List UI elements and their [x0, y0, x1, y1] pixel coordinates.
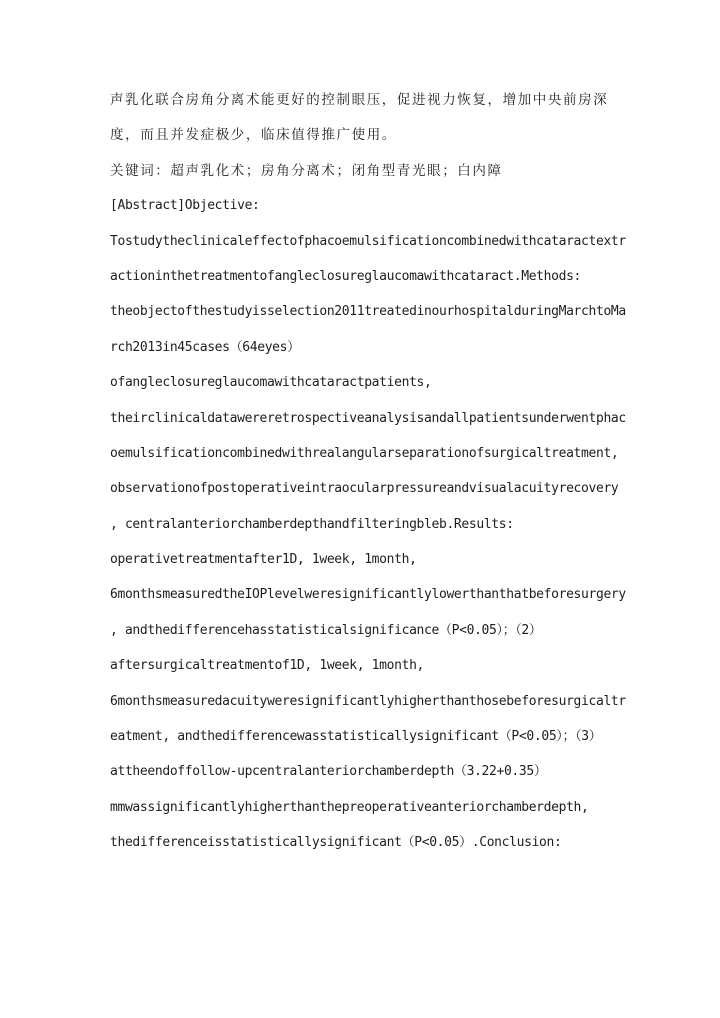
- text-line: eatment, andthedifferencewasstatisticallysignificant（P<0.05）；（3）: [110, 729, 602, 745]
- text-line: 度，而且并发症极少，临床值得推广使用。: [110, 127, 397, 144]
- text-line: ofangleclosureglaucomawithcataractpatients,: [110, 375, 432, 391]
- text-line: oemulsificationcombinedwithrealangularseparationofsurgicaltreatment,: [110, 445, 619, 461]
- text-line: 6monthsmeasuredacuityweresignificantlyhigherthanthosebeforesurgicaltr: [110, 693, 626, 709]
- text-line: Tostudytheclinicaleffectofphacoemulsificationcombinedwithcataractextr: [110, 233, 626, 249]
- text-line: theirclinicaldatawereretrospectiveanalysisandallpatientsunderwentphac: [110, 410, 626, 426]
- text-line: 声乳化联合房角分离术能更好的控制眼压，促进视力恢复，增加中央前房深: [110, 92, 609, 108]
- abstract-text-block: [110, 88, 626, 867]
- text-line: 6monthsmeasuredtheIOPlevelweresignificantlylowerthanthatbeforesurgery: [110, 587, 626, 603]
- keywords-line: 关键词：超声乳化术；房角分离术；闭角型青光眼；白内障: [110, 162, 503, 179]
- text-line: thedifferenceisstatisticallysignificant（P<0.05）.Conclusion:: [110, 835, 562, 851]
- text-line: observationofpostoperativeintraocularpressureandvisualacuityrecovery: [110, 481, 619, 497]
- text-line: attheendoffollow-upcentralanteriorchamberdepth（3.22+0.35）: [110, 764, 547, 780]
- text-line: actioninthetreatmentofangleclosureglaucomawithcataract.Methods:: [110, 268, 582, 284]
- text-line: , andthedifferencehasstatisticalsignificance（P<0.05）；（2）: [110, 622, 542, 638]
- text-line: mmwassignificantlyhigherthanthepreoperativeanteriorchamberdepth,: [110, 799, 589, 815]
- abstract-heading-line: [Abstract]Objective:: [110, 198, 260, 214]
- text-line: operativetreatmentafter1D, 1week, 1month,: [110, 552, 417, 568]
- text-line: theobjectofthestudyisselection2011treatedinourhospitalduringMarchtoMa: [110, 304, 626, 320]
- text-line: rch2013in45cases（64eyes）: [110, 339, 300, 355]
- text-line: aftersurgicaltreatmentof1D, 1week, 1month,: [110, 658, 425, 674]
- text-line: , centralanteriorchamberdepthandfilteringbleb.Results:: [110, 516, 514, 532]
